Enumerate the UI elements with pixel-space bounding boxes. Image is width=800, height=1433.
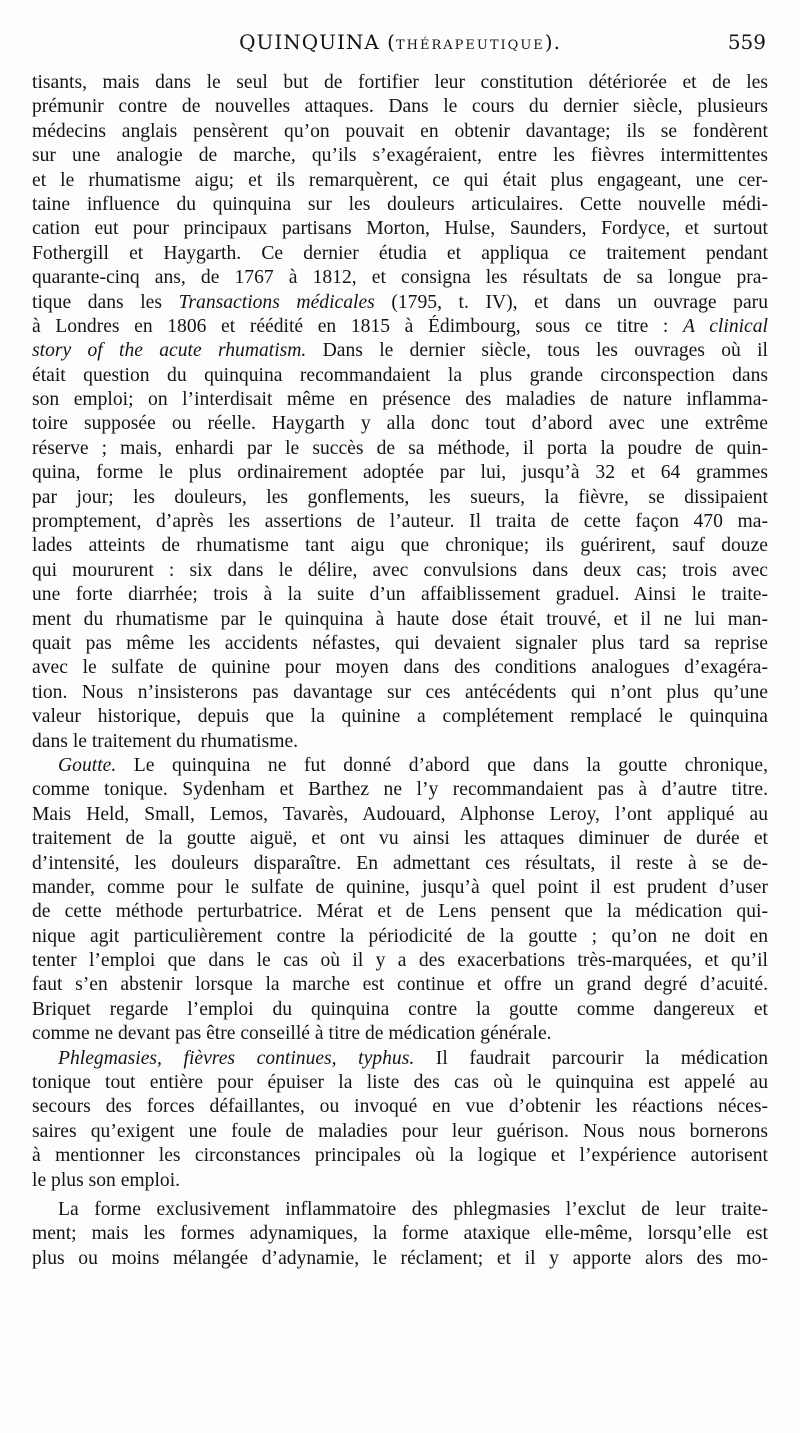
- text-segment: le plus son emploi.: [32, 1169, 181, 1191]
- text-line: [32, 120, 768, 144]
- text-segment: lades atteints de rhumatisme tant aigu que chronique; ils guérirent, sauf douze: [32, 535, 768, 557]
- text-segment: cation eut pour principaux partisans Morton, Hulse, Saunders, Fordyce, et surtout: [32, 218, 768, 240]
- text-segment: et le rhumatisme aigu; et ils remarquèrent, ce qui était plus engageant, une cer-: [32, 169, 768, 191]
- text-line: [32, 388, 768, 412]
- text-line: [32, 1198, 768, 1222]
- text-line: [32, 949, 768, 973]
- text-line: [32, 95, 768, 119]
- text-segment: saires qu’exigent une foule de maladies pour leur guérison. Nous nous bornerons: [32, 1120, 768, 1142]
- text-segment: Fothergill et Haygarth. Ce dernier étudia et appliqua ce traitement pendant: [32, 242, 768, 264]
- text-segment: tique dans les: [32, 291, 179, 313]
- text-segment: faut s’en abstenir lorsque la marche est continue et offre un grand degré d’acuité.: [32, 974, 768, 996]
- text-segment: prémunir contre de nouvelles attaques. Dans le cours du dernier siècle, plusieurs: [32, 96, 768, 118]
- text-line: [32, 827, 768, 851]
- text-line: [32, 681, 768, 705]
- text-segment: à Londres en 1806 et réédité en 1815 à Édimbourg, sous ce titre :: [32, 315, 683, 337]
- italic-text: Transactions médicales: [178, 291, 375, 313]
- text-segment: nique agit particulièrement contre la périodicité de la goutte ; qu’on ne doit en: [32, 925, 768, 947]
- text-line: [32, 266, 768, 290]
- text-line: [32, 339, 768, 363]
- text-line: [32, 217, 768, 241]
- text-segment: ment du rhumatisme par le quinquina à haute dose était trouvé, et il ne lui man-: [32, 608, 768, 630]
- text-line: [32, 1071, 768, 1095]
- text-segment: plus ou moins mélangée d’adynamie, le réclament; et il y apporte alors des mo-: [32, 1247, 768, 1269]
- text-segment: quait pas même les accidents néfastes, qui devaient signaler plus tard sa reprise: [32, 632, 768, 654]
- text-segment: avec le sulfate de quinine pour moyen dans des conditions analogues d’exagéra-: [32, 657, 768, 679]
- text-segment: traitement de la goutte aiguë, et ont vu ainsi les attaques diminuer de durée et: [32, 828, 768, 850]
- text-segment: par jour; les douleurs, les gonflements, les sueurs, la fièvre, se dissipaient: [32, 486, 768, 508]
- text-segment: son emploi; on l’interdisait même en présence des maladies de nature inflamma-: [32, 389, 768, 411]
- running-header: [34, 30, 766, 58]
- text-line: [32, 1222, 768, 1246]
- italic-text: story of the acute rhumatism.: [32, 340, 307, 362]
- body-text: [32, 71, 768, 1271]
- text-segment: promptement, d’après les assertions de l’auteur. Il traita de cette façon 470 ma-: [32, 511, 768, 533]
- text-line: [32, 291, 768, 315]
- text-line: [32, 1120, 768, 1144]
- text-segment: Dans le dernier siècle, tous les ouvrages où il: [306, 340, 768, 362]
- text-segment: médecins anglais pensèrent qu’on pouvait en obtenir davantage; ils se fondèrent: [32, 120, 768, 142]
- text-line: [32, 583, 768, 607]
- text-line: [32, 315, 768, 339]
- running-title-close: ).: [544, 30, 561, 54]
- text-segment: qui moururent : six dans le délire, avec convulsions dans deux cas; trois avec: [32, 559, 768, 581]
- running-title-subtitle: THÉRAPEUTIQUE: [395, 38, 545, 53]
- text-line: [32, 1169, 768, 1193]
- text-line: [32, 486, 768, 510]
- text-line: [32, 510, 768, 534]
- text-segment: (1795, t. IV), et dans un ouvrage paru: [374, 291, 768, 313]
- text-line: [32, 852, 768, 876]
- text-segment: à mentionner les circonstances principales où la logique et l’expérience autorisent: [32, 1145, 768, 1167]
- page-number: 559: [727, 30, 766, 54]
- text-line: [32, 1022, 768, 1046]
- text-line: [32, 193, 768, 217]
- text-line: [32, 437, 768, 461]
- text-segment: quarante-cinq ans, de 1767 à 1812, et consigna les résultats de sa longue pra-: [32, 267, 768, 289]
- text-line: [32, 754, 768, 778]
- text-segment: tisants, mais dans le seul but de fortifier leur constitution détériorée et de les: [32, 72, 768, 93]
- italic-text: A clinical: [683, 315, 768, 337]
- text-line: [32, 1095, 768, 1119]
- text-segment: Mais Held, Small, Lemos, Tavarès, Audouard, Alphonse Leroy, l’ont appliqué au: [32, 803, 768, 825]
- text-line: [32, 973, 768, 997]
- text-segment: mander, comme pour le sulfate de quinine, jusqu’à quel point il est prudent d’user: [32, 876, 768, 898]
- running-title: [34, 30, 766, 54]
- text-line: [32, 803, 768, 827]
- text-segment: toire supposée ou réelle. Haygarth y alla donc tout d’abord avec une extrême: [32, 413, 768, 435]
- text-line: [32, 169, 768, 193]
- italic-text: Goutte.: [58, 754, 117, 776]
- text-segment: La forme exclusivement inflammatoire des phlegmasies l’exclut de leur traite-: [58, 1198, 768, 1220]
- running-title-main: QUINQUINA (: [239, 30, 396, 54]
- text-line: [32, 412, 768, 436]
- text-segment: ment; mais les formes adynamiques, la forme ataxique elle-même, lorsqu’elle est: [32, 1223, 768, 1245]
- text-segment: comme ne devant pas être conseillé à titre de médication générale.: [32, 1023, 552, 1045]
- text-line: [32, 242, 768, 266]
- text-line: [32, 1144, 768, 1168]
- text-segment: Le quinquina ne fut donné d’abord que dans la goutte chronique,: [116, 754, 768, 776]
- text-line: [32, 608, 768, 632]
- text-segment: comme tonique. Sydenham et Barthez ne l’y recommandaient pas à d’autre titre.: [32, 779, 768, 801]
- text-line: [32, 632, 768, 656]
- text-segment: Il faudrait parcourir la médication: [414, 1047, 768, 1069]
- text-segment: taine influence du quinquina sur les douleurs articulaires. Cette nouvelle médi-: [32, 193, 768, 215]
- text-line: [32, 998, 768, 1022]
- text-line: [32, 730, 768, 754]
- text-line: [32, 900, 768, 924]
- text-line: [32, 559, 768, 583]
- text-line: [32, 925, 768, 949]
- text-segment: une forte diarrhée; trois à la suite d’un affaiblissement graduel. Ainsi le traite-: [32, 584, 768, 606]
- text-line: [32, 364, 768, 388]
- italic-text: Phlegmasies, fièvres continues, typhus.: [58, 1047, 415, 1069]
- text-segment: tonique tout entière pour épuiser la liste des cas où le quinquina est appelé au: [32, 1072, 768, 1094]
- text-line: [32, 144, 768, 168]
- text-segment: d’intensité, les douleurs disparaître. En admettant ces résultats, il reste à se de-: [32, 852, 768, 874]
- text-segment: réserve ; mais, enhardi par le succès de sa méthode, il porta la poudre de quin-: [32, 437, 768, 459]
- text-line: [32, 1047, 768, 1071]
- text-segment: Briquet regarde l’emploi du quinquina contre la goutte comme dangereux et: [32, 998, 768, 1020]
- text-segment: dans le traitement du rhumatisme.: [32, 730, 299, 752]
- text-line: [32, 534, 768, 558]
- text-line: [32, 778, 768, 802]
- text-segment: valeur historique, depuis que la quinine a complétement remplacé le quinquina: [32, 706, 768, 728]
- text-line: [32, 656, 768, 680]
- text-segment: quina, forme le plus ordinairement adoptée par lui, jusqu’à 32 et 64 grammes: [32, 462, 768, 484]
- text-segment: tenter l’emploi que dans le cas où il y a des exacerbations très-marquées, et qu’il: [32, 950, 768, 972]
- text-segment: de cette méthode perturbatrice. Mérat et de Lens pensent que la médication qui-: [32, 901, 768, 923]
- text-line: [32, 705, 768, 729]
- text-line: [32, 1247, 768, 1271]
- text-segment: sur une analogie de marche, qu’ils s’exagéraient, entre les fièvres intermittentes: [32, 145, 768, 167]
- text-segment: secours des forces défaillantes, ou invoqué en vue d’obtenir les réactions néces-: [32, 1096, 768, 1118]
- text-segment: tion. Nous n’insisterons pas davantage sur ces antécédents qui n’ont plus qu’une: [32, 681, 768, 703]
- text-line: [32, 71, 768, 95]
- text-line: [32, 876, 768, 900]
- text-segment: était question du quinquina recommandaient la plus grande circonspection dans: [32, 364, 768, 386]
- text-line: [32, 461, 768, 485]
